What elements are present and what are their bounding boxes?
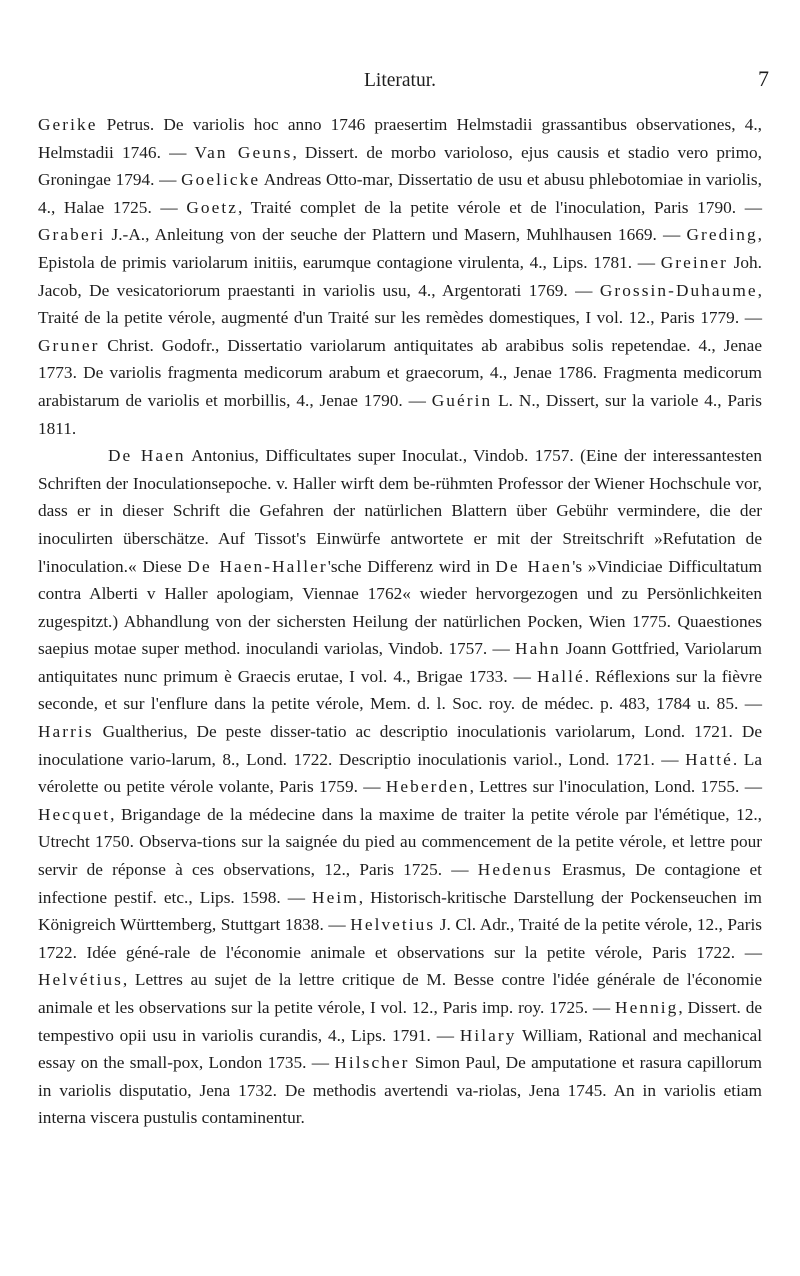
author-name: Greiner [660,252,728,272]
author-name: De Haen [495,556,573,576]
author-name: Heberden [385,777,470,797]
entry-text: Antonius, Difficultates super Inoculat., Vindob. 1757. (Eine der interessantesten Schriften der Inoculationsepoche. v. Haller wirft dem be-rühmten Professor der Wiener Hochschule vor, dass er in dieser Schrift die Gefahren der natürlichen Blattern über Gebühr vermindere, die der inoculirten überschätze. Auf Tissot's Einwürfe antwortete er mit der Streitschrift »Refutation de l'inoculation.« Diese [38,446,762,576]
author-name: Graberi [38,225,106,245]
entry-text: , Traité de la petite vérole, augmenté d'un Traité sur les remèdes domestiques, I vol. 12., Paris 1779. — [38,280,762,328]
author-name: Goelicke [181,170,261,190]
entry-text: L. N., Dissert, sur la variole 4., Paris 1811. [38,390,762,438]
entry-text: , Lettres au sujet de la lettre critique de M. Besse contre l'idée générale de l'économie animale et les observations sur la petite vérole, I vol. 12., Paris imp. roy. 1725. — [38,970,762,1017]
author-name: Hedenus [477,860,553,880]
entry-text: Petrus. De variolis hoc anno 1746 praesertim Helmstadii grassantibus observationes, 4., Helmstadii 1746. — [38,115,762,162]
author-name: De Haen-Haller [187,556,328,576]
entry-text: , Brigandage de la médecine dans la maxime de traiter la petite vérole par l'émétique, 12., Utrecht 1750. Observa-tions sur la saignée du pied au commencement de la petite vérole, et lettre pour servir de réponse à ces observations, 12., Paris 1725. — [38,804,762,880]
entry-text: 'sche Differenz wird in [327,556,496,576]
entry-text: . Réflexions sur la fièvre seconde, et sur l'enflure dans la petite vérole, Mem. d. l. Soc. roy. de médec. p. 483, 1784 u. 85. — [38,666,762,714]
entry-text: , Epistola de primis variolarum initiis, earumque contagione virulenta, 4., Lips. 1781. — [38,225,762,272]
entry-text: Joann Gottfried, Variolarum antiquitates nunc primum è Graecis erutae, I vol. 4., Brigae 1733. — [38,639,762,686]
author-name: Grossin-Duhaume [599,280,758,300]
author-name: Heim [312,887,359,907]
entry-text: . La vérolette ou petite vérole volante, Paris 1759. — [38,749,762,797]
author-name: Harris [38,722,94,742]
author-name: Hahn [515,639,561,659]
entry-text: J.-A., Anleitung von der seuche der Plattern und Masern, Muhlhausen 1669. — [105,225,687,245]
author-name: Guérin [431,390,493,410]
entry-text: , Lettres sur l'inoculation, Lond. 1755. — [469,777,762,797]
bibliography-paragraph [38,111,762,442]
author-name: De Haen [108,446,186,466]
author-name: Hennig [615,998,679,1017]
entry-text: J. Cl. Adr., Traité de la petite vérole, 12., Paris 1722. Idée géné-rale de l'économie animale et observations sur la petite vérole, Paris 1722. — [38,915,762,962]
author-name: Hecquet [38,804,111,824]
entry-text: William, Rational and mechanical essay on the small-pox, London 1735. — [38,1025,762,1073]
author-name: Goetz [186,197,238,217]
author-name: Van Geuns [194,142,293,162]
author-name: Gerike [38,115,98,134]
author-name: Hilscher [334,1053,410,1073]
entry-text: Joh. Jacob, De vesicatoriorum praestanti in variolis usu, 4., Argentorati 1769. — [38,252,762,300]
entry-text: , Dissert. de morbo varioloso, ejus causis et stadio vero primo, Groningae 1794. — [38,142,762,190]
entry-text: , Traité complet de la petite vérole et de l'inoculation, Paris 1790. — [238,197,762,217]
author-name: Greding [686,225,758,245]
author-name: Hilary [459,1025,517,1045]
entry-text: Andreas Otto-mar, Dissertatio de usu et abusu phlebotomiae in variolis, 4., Halae 1725. — [38,170,762,217]
bibliography-text [38,111,762,1132]
entry-text: 's »Vindiciae Difficultatum contra Alberti v Haller apologiam, Viennae 1762« wieder hervorgezogen und zu Persönlichkeiten zugespitzt.) Abhandlung von der sichersten Heilung der natürlichen Pocken, Wien 1775. Quaestiones saepius motae super method. inoculandi variolas, Vindob. 1757. — [38,556,762,659]
entry-text: Erasmus, De contagione et infectione pestif. etc., Lips. 1598. — [38,860,762,907]
entry-text: , Dissert. de tempestivo opii usu in variolis curandis, 4., Lips. 1791. — [38,998,762,1045]
bibliography-paragraph [38,442,762,1132]
page-number: 7 [758,66,769,91]
author-name: Hatté [685,749,733,769]
author-name: Helvetius [350,915,436,935]
running-head: Literatur. [363,70,436,91]
entry-text: Gualtherius, De peste disser-tatio ac descriptio inoculationis variolarum, Lond. 1721. De inoculatione vario-larum, 8., Lond. 1722. Descriptio inoculationis variol., Lond. 1721. — [38,722,762,769]
entry-text: Christ. Godofr., Dissertatio variolarum antiquitates ab arabibus solis repetendae. 4., Jenae 1773. De variolis fragmenta medicorum arabum et graecorum, 4., Jenae 1786. Fragmenta medicorum arabistarum de variolis et morbillis, 4., Jenae 1790. — [38,335,762,410]
entry-text: Simon Paul, De amputatione et rasura capillorum in variolis disputatio, Jena 1732. De methodis avertendi va-riolas, Jena 1745. An in variolis etiam interna viscera pustulis contaminentur. [38,1053,762,1128]
author-name: Hallé [536,666,585,686]
author-name: Helvétius [38,970,123,990]
author-name: Gruner [38,335,100,355]
entry-text: , Historisch-kritische Darstellung der Pockenseuchen im Königreich Württemberg, Stuttgart 1838. — [38,887,762,935]
